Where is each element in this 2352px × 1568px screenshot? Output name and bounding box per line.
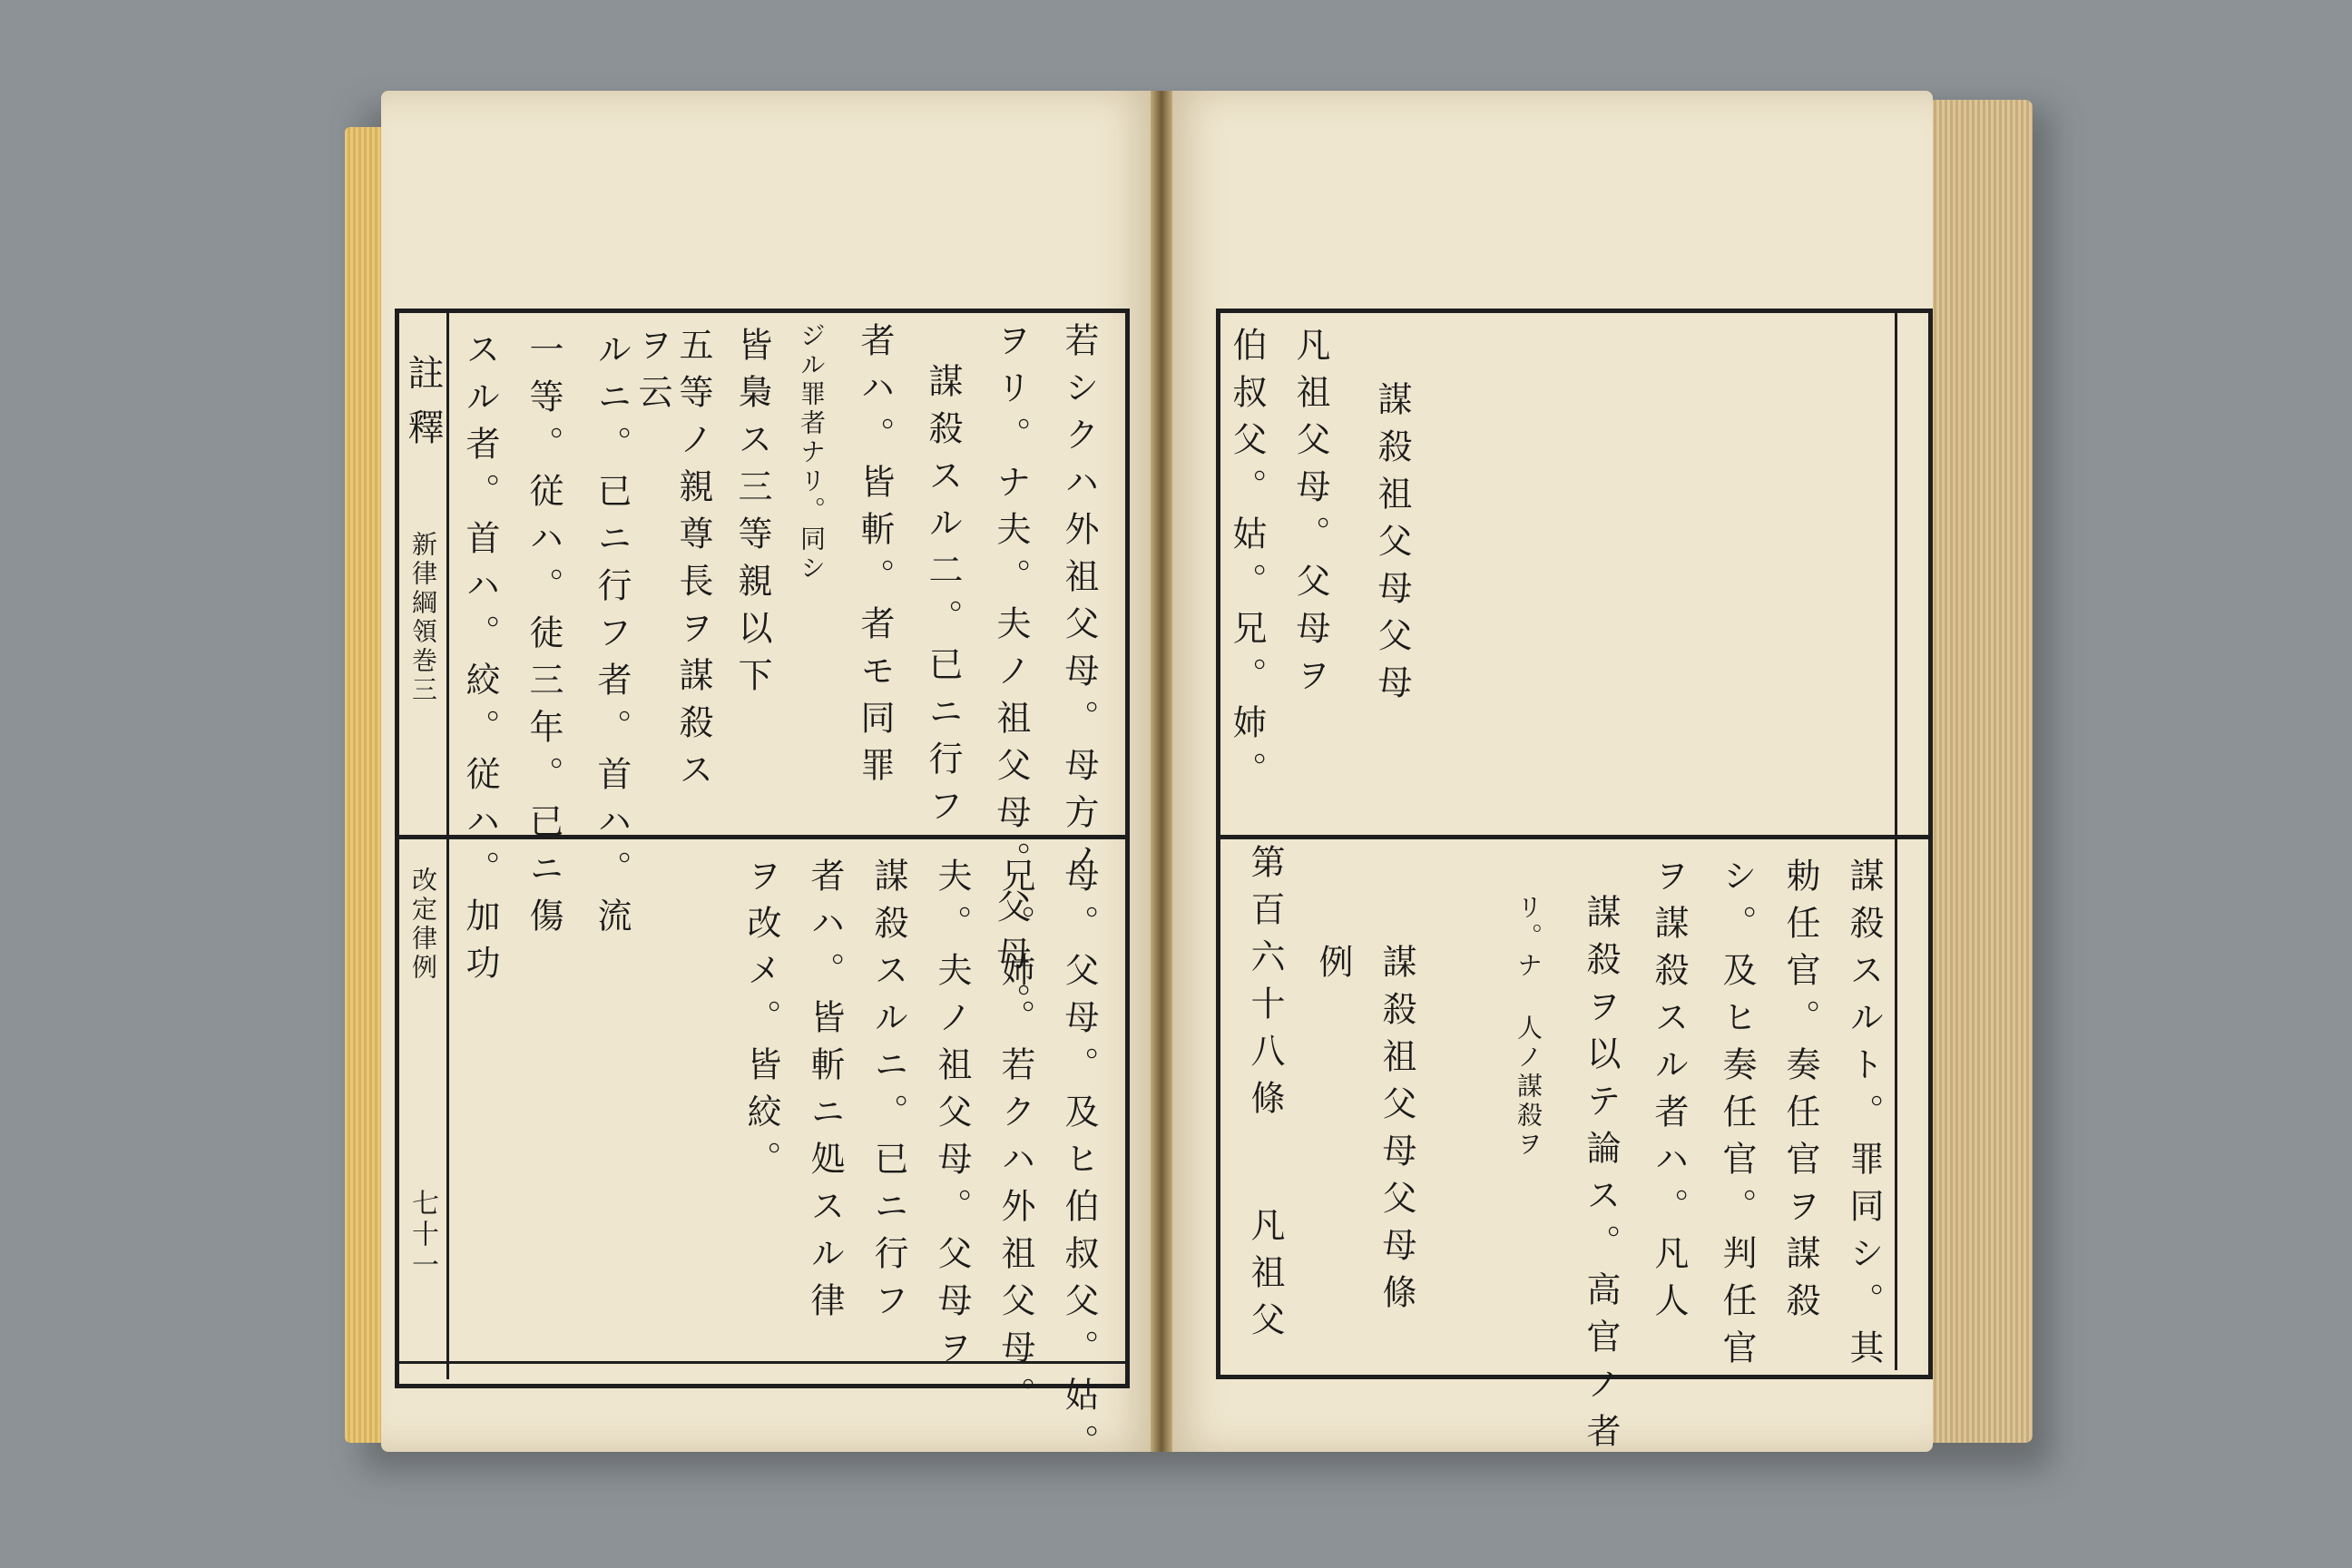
running-title: 註釋 — [402, 354, 444, 463]
right-lower-col-5: リ。ナ 人ノ謀殺ヲ — [1514, 894, 1544, 1160]
right-lower-col-7: ヲ謀殺スル者ハ。凡人 — [1649, 858, 1689, 1329]
right-upper-col-3: 伯叔父。姑。兄。姉。 — [1227, 327, 1267, 799]
left-upper-col-2: ヲリ。ナ夫。夫ノ祖父母。父母。 — [991, 322, 1031, 1030]
section-label: 改定律例 — [408, 867, 438, 983]
left-upper-col-9: ルニ。已ニ行フ者。首ハ。流 — [592, 331, 632, 945]
left-lower-col-3: 夫。夫ノ祖父母。父母ヲ — [932, 858, 972, 1377]
right-lower-col-10: 謀殺スルト。罪同シ。其 — [1844, 858, 1884, 1377]
left-lower-col-4: 謀殺スルニ。已ニ行フ — [868, 858, 908, 1329]
book-gutter — [1151, 91, 1172, 1452]
right-lower-col-9: 勅任官。奏任官ヲ謀殺 — [1780, 858, 1820, 1329]
right-upper-col-2: 謀殺祖父母父母 — [1372, 381, 1412, 711]
right-middle-rule — [1216, 835, 1928, 839]
right-lower-col-2: 凡祖父 — [1245, 1207, 1285, 1348]
right-lower-col-1: 第百六十八條 — [1245, 844, 1285, 1127]
right-lower-col-4: 謀殺祖父母父母條 — [1377, 944, 1416, 1321]
left-lower-col-6: ヲ改メ。皆絞。 — [741, 858, 781, 1188]
folio-number: 七十一 — [407, 1189, 438, 1281]
left-upper-col-3: 謀殺スル二。已ニ行フ — [923, 363, 963, 835]
right-upper-col-1: 凡祖父母。父母ヲ — [1290, 327, 1330, 704]
left-upper-col-8: ヲ云 — [632, 327, 672, 421]
left-lower-col-1: 母。父母。及ヒ伯叔父。姑。 — [1059, 858, 1099, 1471]
left-lower-col-2: 兄。姉。若クハ外祖父母。 — [995, 858, 1035, 1424]
left-upper-col-7: 五等ノ親尊長ヲ謀殺ス — [673, 327, 713, 799]
left-upper-col-1: 若シクハ外祖父母。母方ノ — [1059, 322, 1099, 888]
book-title: 新律綱領巻三 — [408, 531, 438, 705]
left-upper-col-10: 一等。従ハ。徒三年。已ニ傷 — [524, 331, 564, 945]
left-margin-divider — [446, 313, 449, 1379]
right-lower-col-6: 謀殺ヲ以テ論ス。高官ノ者 — [1581, 894, 1621, 1460]
left-upper-col-6: 皆梟ス三等親以下 — [732, 327, 772, 704]
left-upper-col-4: 者ハ。皆斬。者モ同罪 — [855, 322, 895, 794]
right-lower-col-3: 例 — [1313, 944, 1353, 991]
right-margin-divider — [1895, 313, 1897, 1370]
left-upper-col-5: ジル罪者ナリ。同シ — [797, 322, 827, 583]
right-lower-col-8: シ。及ヒ奏任官。判任官 — [1717, 858, 1757, 1377]
left-lower-col-5: 者ハ。皆斬ニ処スル律 — [805, 858, 845, 1329]
left-upper-col-11: スル者。首ハ。絞。従ハ。加功 — [460, 331, 500, 992]
